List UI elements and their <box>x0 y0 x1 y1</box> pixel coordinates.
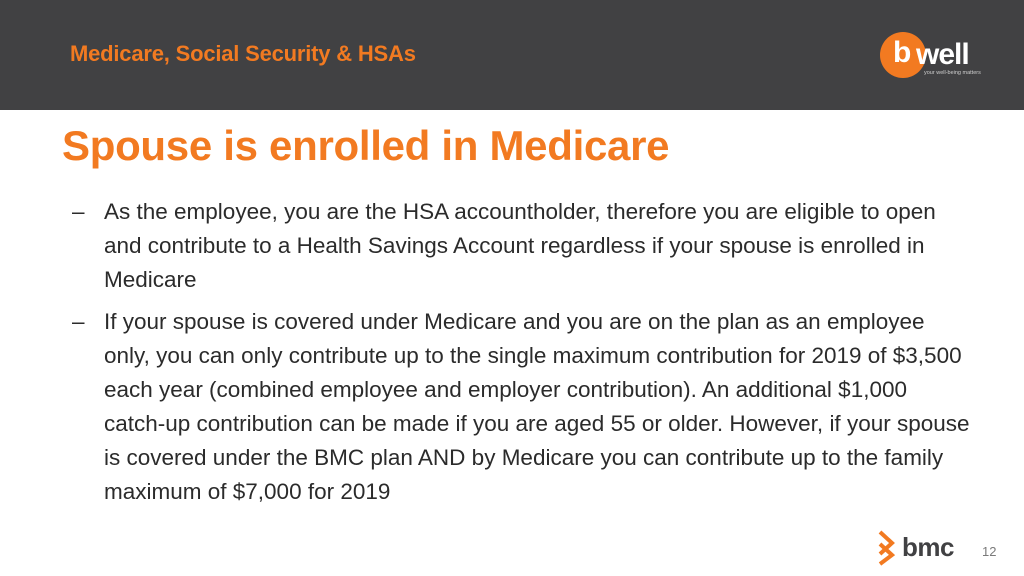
bmc-logo <box>876 530 966 566</box>
bullet-dash: – <box>72 199 85 224</box>
slide-title: Spouse is enrolled in Medicare <box>62 122 670 169</box>
bwell-logo-tagline: your well-being matters <box>924 70 981 76</box>
bullet-list <box>72 195 972 517</box>
bmc-logo-wordmark: bmc <box>902 532 954 562</box>
bwell-logo-letter: b <box>893 36 912 69</box>
page-number: 12 <box>982 544 997 559</box>
header-title: Medicare, Social Security & HSAs <box>70 41 416 66</box>
bullet-text: If your spouse is covered under Medicare and you are on the plan as an employee only, you can only contribute up to the single maximum contribution for 2019 of $3,500 each year (combined employee and employer contribution). An additional $1,000 catch-up contribution can be made if you are aged 55 or older. However, if your spouse is covered under the BMC plan AND by Medicare you can contribute up to the family maximum of $7,000 for 2019 <box>104 309 970 504</box>
bullet-dash: – <box>72 309 85 334</box>
header-band <box>0 0 1024 110</box>
bullet-text: As the employee, you are the HSA accountholder, therefore you are eligible to open and contribute to a Health Savings Account regardless if your spouse is enrolled in Medicare <box>104 199 936 292</box>
bullet-item <box>72 195 972 297</box>
bullet-item <box>72 305 972 509</box>
bwell-logo <box>880 32 990 80</box>
bmc-logo-icon <box>876 530 898 566</box>
bwell-logo-wordmark: well <box>916 38 969 71</box>
